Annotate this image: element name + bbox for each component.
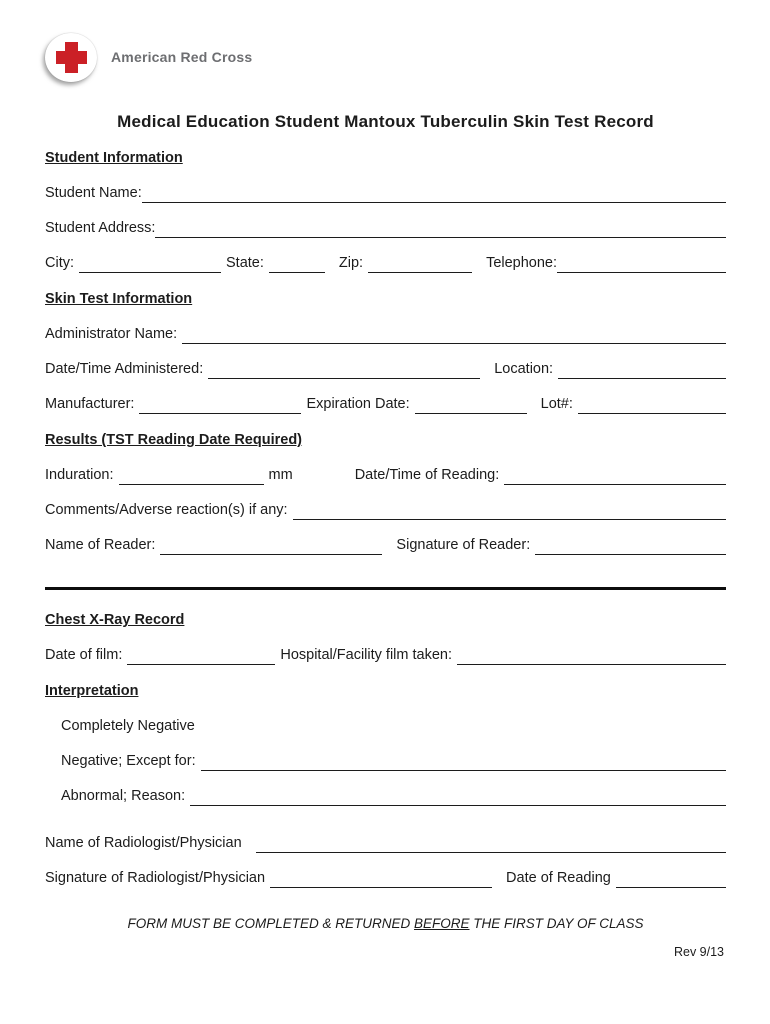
abnormal-reason-label: Abnormal; Reason: [61, 788, 186, 804]
completion-notice [45, 916, 726, 931]
completely-negative-row [45, 716, 726, 736]
lot-number-label: Lot#: [540, 396, 573, 412]
date-time-administered-label: Date/Time Administered: [45, 361, 204, 377]
abnormal-reason-line[interactable] [190, 791, 726, 806]
state-line[interactable] [269, 258, 325, 273]
date-time-reading-line[interactable] [504, 470, 726, 485]
reader-signature-label: Signature of Reader: [396, 537, 531, 553]
date-administered-row [45, 359, 726, 379]
date-time-administered-line[interactable] [208, 364, 480, 379]
negative-except-label: Negative; Except for: [61, 753, 196, 769]
mm-unit-label: mm [268, 467, 293, 483]
section-heading-results: Results (TST Reading Date Required) [45, 432, 303, 448]
section-heading-student-information: Student Information [45, 150, 183, 166]
hospital-facility-line[interactable] [457, 650, 726, 665]
comments-row [45, 500, 726, 520]
abnormal-row [45, 786, 726, 806]
date-of-reading-label: Date of Reading [506, 870, 611, 886]
reader-name-line[interactable] [160, 540, 382, 555]
city-line[interactable] [79, 258, 221, 273]
revision-mark: Rev 9/13 [673, 945, 724, 959]
completion-notice-before: BEFORE [413, 916, 470, 931]
radiologist-name-row [45, 833, 726, 853]
date-of-film-row [45, 645, 726, 665]
red-cross-icon-horizontal [56, 51, 87, 64]
completion-notice-pre: FORM MUST BE COMPLETED & RETURNED [127, 916, 414, 931]
date-of-film-line[interactable] [127, 650, 275, 665]
manufacturer-row [45, 394, 726, 414]
radiologist-name-line[interactable] [256, 838, 726, 853]
location-line[interactable] [558, 364, 726, 379]
induration-line[interactable] [119, 470, 264, 485]
completion-notice-post: THE FIRST DAY OF CLASS [469, 916, 644, 931]
telephone-label: Telephone: [486, 255, 558, 271]
manufacturer-line[interactable] [139, 399, 301, 414]
reader-row [45, 535, 726, 555]
zip-label: Zip: [338, 255, 364, 271]
city-state-zip-row [45, 253, 726, 273]
zip-line[interactable] [368, 258, 472, 273]
comments-line[interactable] [293, 505, 726, 520]
section-heading-interpretation: Interpretation [45, 683, 139, 699]
red-cross-icon [45, 33, 97, 82]
student-address-row [45, 218, 726, 238]
brand-name: American Red Cross [111, 49, 253, 65]
administrator-row [45, 324, 726, 344]
student-address-label: Student Address: [45, 220, 156, 236]
completely-negative-label: Completely Negative [61, 718, 195, 734]
date-time-reading-label: Date/Time of Reading: [354, 467, 500, 483]
student-name-row [45, 183, 726, 203]
radiologist-signature-label: Signature of Radiologist/Physician [45, 870, 266, 886]
radiologist-signature-row [45, 868, 726, 888]
comments-label: Comments/Adverse reaction(s) if any: [45, 502, 288, 518]
negative-except-row [45, 751, 726, 771]
state-label: State: [226, 255, 264, 271]
radiologist-name-label: Name of Radiologist/Physician [45, 835, 242, 851]
lot-number-line[interactable] [578, 399, 726, 414]
page-title: Medical Education Student Mantoux Tuberculin Skin Test Record [117, 112, 654, 131]
section-divider [45, 587, 726, 590]
expiration-date-label: Expiration Date: [306, 396, 410, 412]
radiologist-signature-line[interactable] [270, 873, 492, 888]
telephone-line[interactable] [557, 258, 726, 273]
hospital-facility-label: Hospital/Facility film taken: [280, 647, 452, 663]
reader-name-label: Name of Reader: [45, 537, 156, 553]
date-of-film-label: Date of film: [45, 647, 123, 663]
logo [45, 32, 726, 82]
administrator-name-line[interactable] [182, 329, 726, 344]
induration-label: Induration: [45, 467, 114, 483]
expiration-date-line[interactable] [415, 399, 527, 414]
student-name-line[interactable] [142, 188, 726, 203]
manufacturer-label: Manufacturer: [45, 396, 135, 412]
reader-signature-line[interactable] [535, 540, 726, 555]
student-name-label: Student Name: [45, 185, 142, 201]
administrator-name-label: Administrator Name: [45, 326, 178, 342]
negative-except-line[interactable] [201, 756, 726, 771]
section-heading-skin-test: Skin Test Information [45, 291, 193, 307]
induration-row [45, 465, 726, 485]
city-label: City: [45, 255, 74, 271]
section-heading-chest-xray: Chest X-Ray Record [45, 612, 185, 628]
student-address-line[interactable] [155, 223, 726, 238]
location-label: Location: [494, 361, 554, 377]
date-of-reading-line[interactable] [616, 873, 726, 888]
